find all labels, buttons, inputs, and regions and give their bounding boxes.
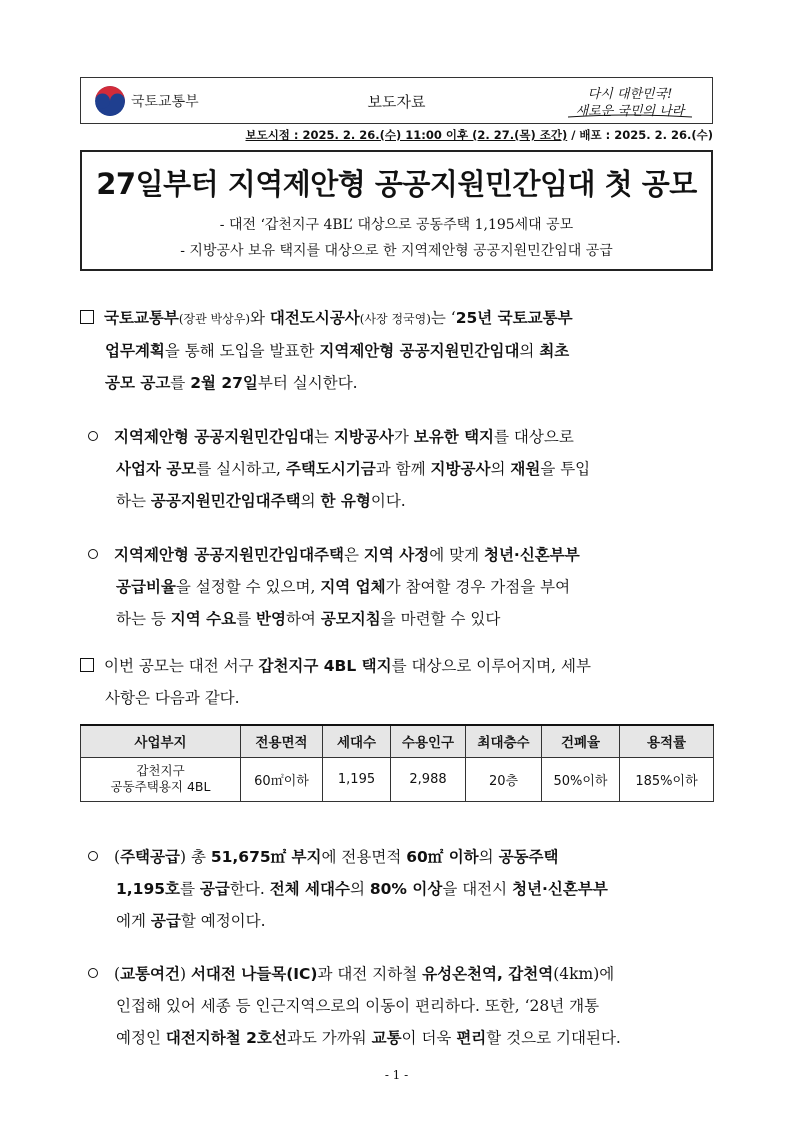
distribution-date: / 배포 : 2025. 2. 26.(수) [567,128,713,142]
paragraph-housing-supply: (주택공급) 총 51,675㎡ 부지에 전용면적 60㎡ 이하의 공동주택 1,195호를 공급한다. 전체 세대수의 80% 이상을 대전시 청년·신혼부부 에게 공급할 예정이다. [88,841,728,937]
column-header: 전용면적 [241,725,323,757]
circle-bullet-icon [88,431,98,441]
circle-bullet-icon [88,549,98,559]
page-title: 27일부터 지역제안형 공공지원민간임대 첫 공모 [96,167,697,201]
paragraph-definition: 지역제안형 공공지원민간임대는 지방공사가 보유한 택지를 대상으로 사업자 공모를 실시하고, 주택도시기금과 함께 지방공사의 재원을 투입 하는 공공지원민간임대주택의 한 유형이다. [88,421,728,517]
table-row [81,757,714,801]
circle-bullet-icon [88,968,98,978]
slogan-calligraphy [562,82,698,120]
document-type: 보도자료 [367,93,426,111]
ministry-name: 국토교통부 [131,94,199,110]
coverage-cell: 50%이하 [542,757,620,801]
table-header-row [81,725,714,757]
floors-cell: 20층 [466,757,542,801]
press-header [80,77,713,124]
site-info-table [80,724,714,802]
site-name-cell: 갑천지구 공동주택용지 4BL [81,757,241,801]
paragraph-details-intro: 이번 공모는 대전 서구 갑천지구 4BL 택지를 대상으로 이루어지며, 세부 사항은 다음과 같다. [80,650,720,714]
column-header: 세대수 [323,725,391,757]
subtitle-2: - 지방공사 보유 택지를 대상으로 한 지역제안형 공공지원민간임대 공급 [180,243,613,259]
column-header: 건폐율 [542,725,620,757]
paragraph-intro: 국토교통부(장관 박상우)와 대전도시공사(사장 정국영)는 ‘25년 국토교통부 업무계획을 통해 도입을 발표한 지역제안형 공공지원민간임대의 최초 공모 공고를 2월 27일부터 실시한다. [80,302,720,399]
slogan-line-2: 새로운 국민의 나라 [575,104,685,119]
column-header: 용적률 [620,725,714,757]
paragraph-transportation: (교통여건) 서대전 나들목(IC)과 대전 지하철 유성온천역, 갑천역(4km)에 인접해 있어 세종 등 인근지역으로의 이동이 편리하다. 또한, ‘28년 개통 예정인 대전지하철 2호선과도 가까워 교통이 더욱 편리할 것으로 기대된다. [88,958,728,1054]
units-cell: 1,195 [323,757,391,801]
far-cell: 185%이하 [620,757,714,801]
slogan-line-1: 다시 대한민국! [587,87,673,102]
area-cell: 60㎡이하 [241,757,323,801]
population-cell: 2,988 [391,757,466,801]
square-bullet-icon [80,310,94,324]
square-bullet-icon [80,658,94,672]
page-number: - 1 - [384,1068,409,1082]
column-header: 최대층수 [466,725,542,757]
embargo-time: 보도시점 : 2025. 2. 26.(수) 11:00 이후 (2. 27.(목) 조간) [245,128,568,142]
circle-bullet-icon [88,851,98,861]
paragraph-features: 지역제안형 공공지원민간임대주택은 지역 사정에 맞게 청년·신혼부부 공급비율을 설정할 수 있으며, 지역 업체가 참여할 경우 가점을 부여 하는 등 지역 수요를 반영하여 공모지침을 마련할 수 있다 [88,539,728,635]
column-header: 수용인구 [391,725,466,757]
subtitle-1: - 대전 ‘갑천지구 4BL’ 대상으로 공동주택 1,195세대 공모 [219,217,574,233]
release-info [245,127,713,143]
column-header: 사업부지 [81,725,241,757]
